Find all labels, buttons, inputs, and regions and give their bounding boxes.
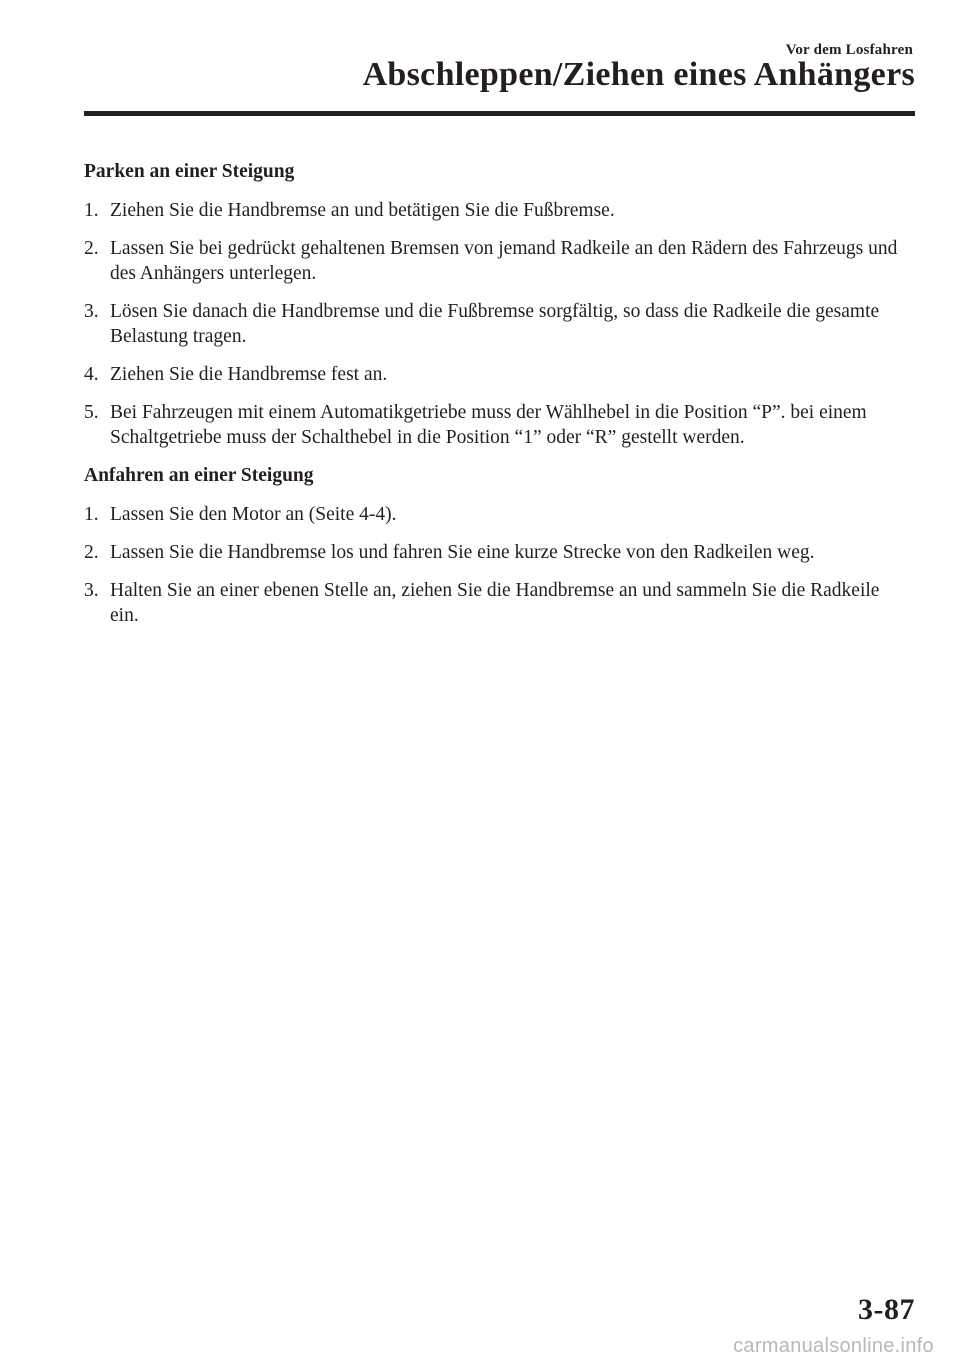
step-number: 4. (84, 364, 99, 385)
step-number: 2. (84, 542, 99, 563)
list-item (84, 198, 904, 223)
step-text: Lassen Sie bei gedrückt gehaltenen Bremsen von jemand Radkeile an den Rädern des Fahrzeugs und des Anhängers unterlegen. (110, 238, 898, 284)
main-content (84, 159, 904, 641)
step-text: Ziehen Sie die Handbremse an und betätigen Sie die Fußbremse. (110, 200, 615, 221)
starting-steps (84, 502, 904, 628)
section-heading-starting: Anfahren an einer Steigung (84, 465, 314, 486)
step-text: Lassen Sie den Motor an (Seite 4-4). (110, 504, 397, 525)
list-item (84, 540, 904, 565)
section-label: Vor dem Losfahren (785, 42, 913, 58)
header-divider (84, 111, 915, 116)
list-item (84, 578, 904, 628)
step-text: Halten Sie an einer ebenen Stelle an, ziehen Sie die Handbremse an und sammeln Sie die Radkeile ein. (110, 580, 880, 626)
step-text: Lassen Sie die Handbremse los und fahren Sie eine kurze Strecke von den Radkeilen weg. (110, 542, 815, 563)
list-item (84, 362, 904, 387)
step-number: 3. (84, 580, 99, 601)
watermark-text: carmanualsonline.info (733, 1335, 934, 1357)
step-text: Bei Fahrzeugen mit einem Automatikgetriebe muss der Wählhebel in die Position “P”. bei einem Schaltgetriebe muss der Schalthebel in die Position “1” oder “R” gestellt werden. (110, 402, 867, 448)
list-item (84, 502, 904, 527)
parking-steps (84, 198, 904, 450)
list-item (84, 299, 904, 349)
page-number: 3-87 (858, 1293, 915, 1326)
page-title: Abschleppen/Ziehen eines Anhängers (362, 56, 915, 93)
list-item (84, 400, 904, 450)
step-text: Lösen Sie danach die Handbremse und die Fußbremse sorgfältig, so dass die Radkeile die gesamte Belastung tragen. (110, 301, 880, 347)
step-number: 5. (84, 402, 99, 423)
list-item (84, 236, 904, 286)
step-number: 1. (84, 504, 99, 525)
step-number: 1. (84, 200, 99, 221)
step-number: 2. (84, 238, 99, 259)
step-number: 3. (84, 301, 99, 322)
section-heading-parking: Parken an einer Steigung (84, 161, 295, 182)
step-text: Ziehen Sie die Handbremse fest an. (110, 364, 388, 385)
